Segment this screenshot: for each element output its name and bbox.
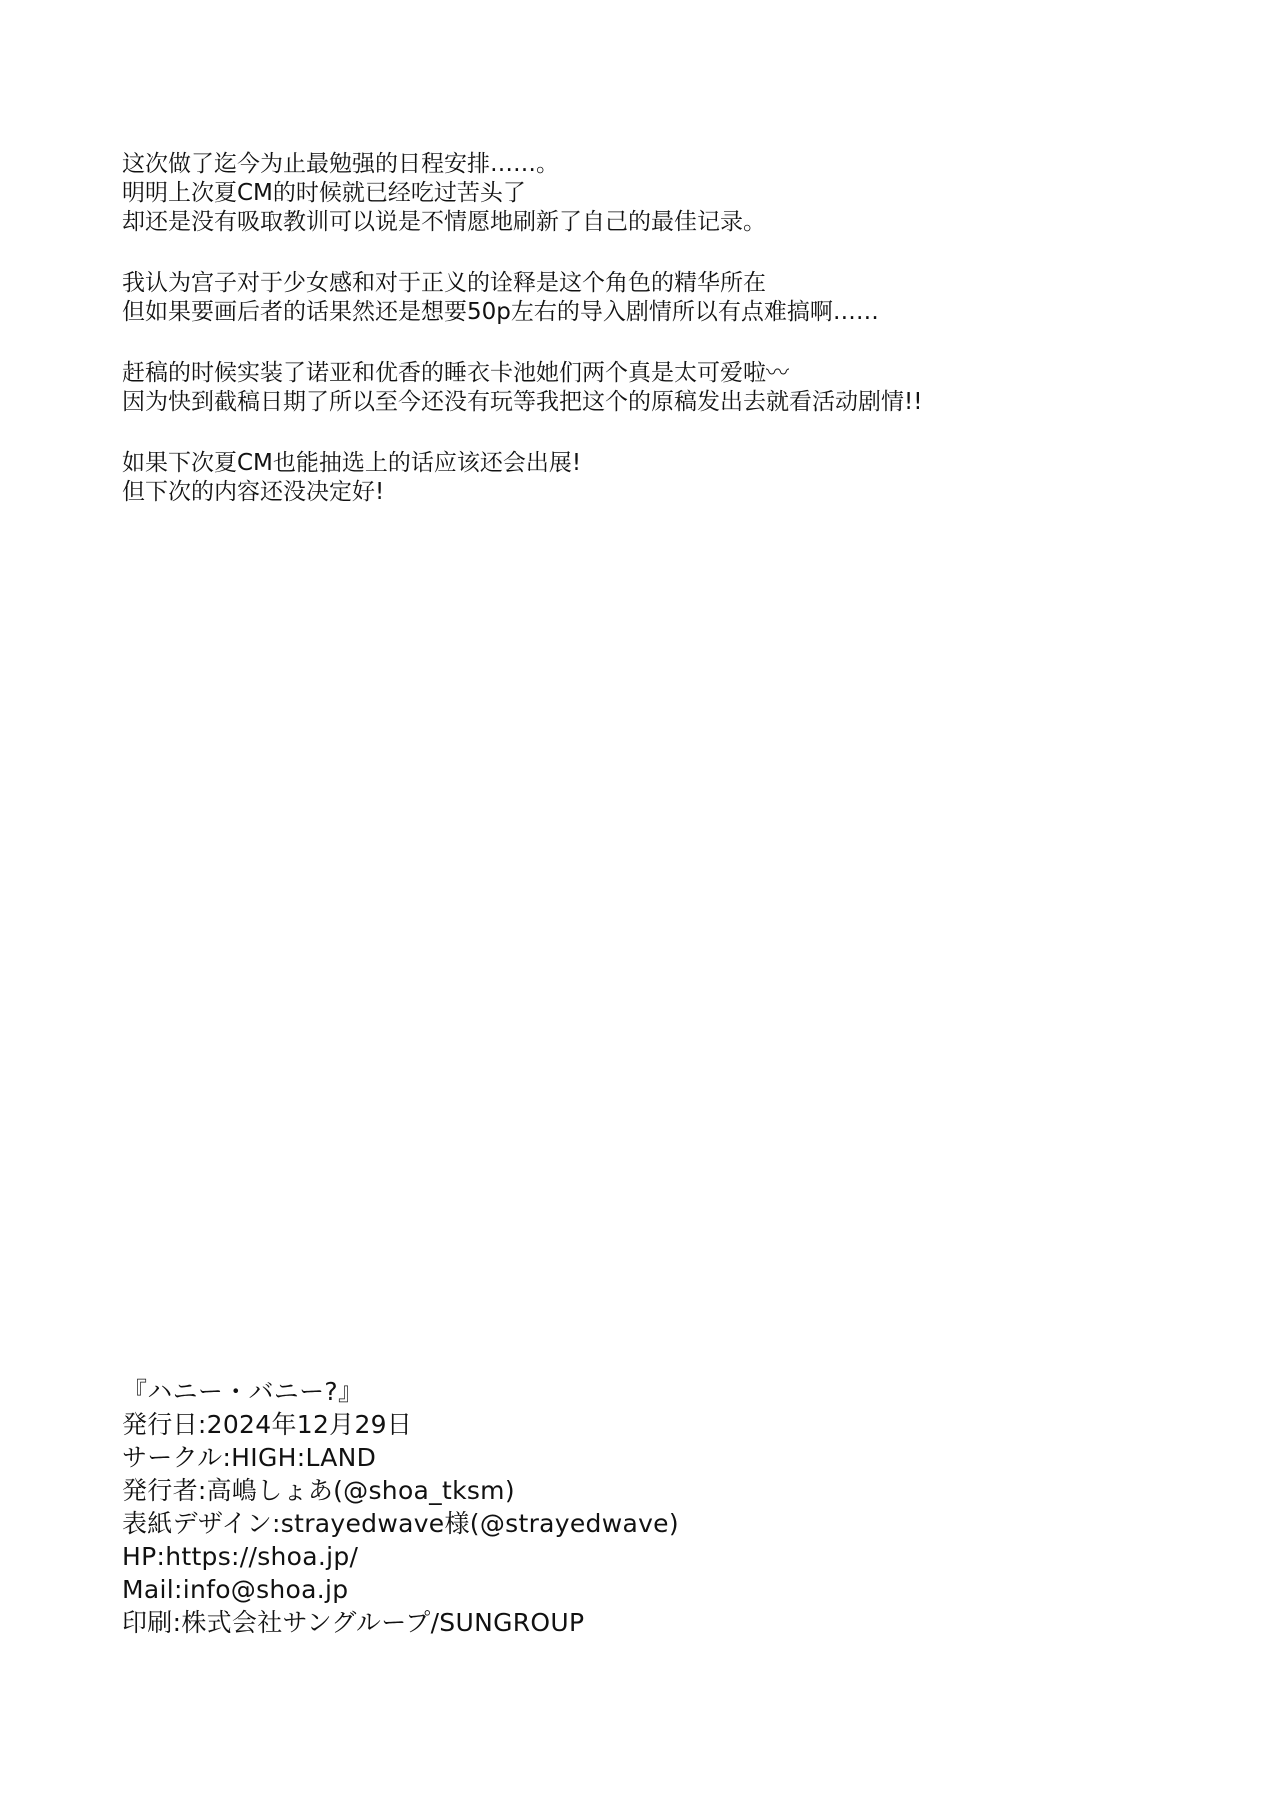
afterword-text xyxy=(122,150,1182,539)
afterword-line: 却还是没有吸取教训可以说是不情愿地刷新了自己的最佳记录。 xyxy=(122,209,766,235)
afterword-line: 这次做了迄今为止最勉强的日程安排……。 xyxy=(122,151,559,177)
afterword-line: 因为快到截稿日期了所以至今还没有玩等我把这个的原稿发出去就看活动剧情!! xyxy=(122,389,923,415)
colophon-circle: サークル:HIGH:LAND xyxy=(122,1443,377,1472)
colophon-publisher: 発行者:高嶋しょあ(@shoa_tksm) xyxy=(122,1476,515,1505)
colophon-mail: Mail:info@shoa.jp xyxy=(122,1575,349,1604)
colophon-title: 『ハニー・バニー?』 xyxy=(122,1377,364,1406)
afterword-paragraph-2 xyxy=(122,269,1182,327)
afterword-line: 但下次的内容还没决定好! xyxy=(122,479,385,505)
afterword-paragraph-1 xyxy=(122,150,1182,237)
afterword-paragraph-4 xyxy=(122,449,1182,507)
colophon-homepage: HP:https://shoa.jp/ xyxy=(122,1542,359,1571)
afterword-line: 我认为宫子对于少女感和对于正义的诠释是这个角色的精华所在 xyxy=(122,270,766,296)
afterword-line: 赶稿的时候实装了诺亚和优香的睡衣卡池她们两个真是太可爱啦〰 xyxy=(122,360,789,386)
afterword-line: 如果下次夏CM也能抽选上的话应该还会出展! xyxy=(122,450,582,476)
afterword-line: 但如果要画后者的话果然还是想要50p左右的导入剧情所以有点难搞啊…… xyxy=(122,299,879,325)
afterword-paragraph-3 xyxy=(122,359,1182,417)
colophon-printer: 印刷:株式会社サングループ/SUNGROUP xyxy=(122,1608,585,1637)
colophon-publish-date: 発行日:2024年12月29日 xyxy=(122,1410,413,1439)
colophon xyxy=(122,1375,1022,1639)
colophon-cover-design: 表紙デザイン:strayedwave様(@strayedwave) xyxy=(122,1509,679,1538)
afterword-line: 明明上次夏CM的时候就已经吃过苦头了 xyxy=(122,180,526,206)
